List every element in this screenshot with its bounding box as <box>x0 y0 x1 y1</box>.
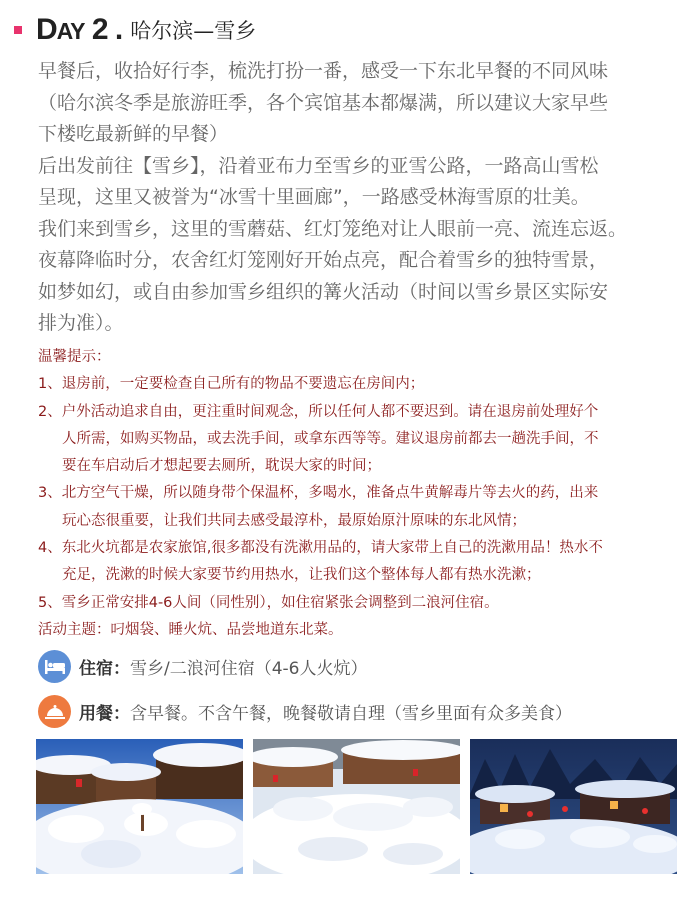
meals-row <box>38 695 572 728</box>
tip-line: 要在车启动后才想起要去厕所，耽误大家的时间； <box>62 458 381 475</box>
tip-line: 充足，洗漱的时候大家要节约用热水，让我们这个整体每人都有热水洗漱； <box>62 567 541 584</box>
description-line: 如梦如幻，或自由参加雪乡组织的篝火活动（时间以雪乡景区实际安 <box>38 280 609 303</box>
description-line: 早餐后，收拾好行李，梳洗打扮一番，感受一下东北早餐的不同风味 <box>38 60 609 82</box>
snow-night-photo <box>470 739 677 874</box>
meals-label: 用餐： <box>79 704 130 724</box>
tip-line: 5、雪乡正常安排4-6人间（同性别），如住宿紧张会调整到二浪河住宿。 <box>38 594 499 611</box>
snow-rooftops-photo <box>253 739 460 874</box>
description-line: 排为准）。 <box>38 312 124 334</box>
tip-line: 玩心态很重要，让我们共同去感受最淳朴，最原始原汁原味的东北风情； <box>62 512 526 529</box>
snow-village-photo <box>36 739 243 874</box>
tip-line: 人所需，如购买物品，或去洗手间，或拿东西等等。建议退房前都去一趟洗手间，不 <box>62 430 599 447</box>
tip-line: 4、东北火坑都是农家旅馆,很多都没有洗漱用品的，请大家带上自己的洗漱用品！热水不 <box>38 540 603 557</box>
day-header <box>14 14 256 46</box>
day-label: DAY 2 . <box>36 13 123 46</box>
bed-icon <box>38 650 71 683</box>
description-line: 后出发前往【雪乡】，沿着亚布力至雪乡的亚雪公路，一路高山雪松 <box>38 154 599 177</box>
day-description <box>38 56 678 340</box>
description-line: 呈现，这里又被誉为“冰雪十里画廊”，一路感受林海雪原的壮美。 <box>38 186 590 208</box>
tip-line: 3、北方空气干燥，所以随身带个保温杯，多喝水，准备点牛黄解毒片等去火的药，出来 <box>38 485 599 502</box>
tip-line: 2、户外活动追求自由，更注重时间观念，所以任何人都不要迟到。请在退房前处理好个 <box>38 403 599 420</box>
day-title: 哈尔滨—雪乡 <box>130 19 257 43</box>
activity-theme: 活动主题：叼烟袋、睡火炕、品尝地道东北菜。 <box>38 621 343 638</box>
food-cloche-icon <box>38 695 71 728</box>
travel-tips <box>38 344 686 644</box>
section-bullet <box>14 26 22 34</box>
tips-heading: 温馨提示： <box>38 349 111 365</box>
description-line: （哈尔滨冬季是旅游旺季，各个宾馆基本都爆满，所以建议大家早些 <box>38 91 609 114</box>
meals-value: 含早餐。不含午餐，晚餐敬请自理（雪乡里面有众多美食） <box>130 704 572 724</box>
description-line: 夜幕降临时分，农舍红灯笼刚好开始点亮，配合着雪乡的独特雪景， <box>38 249 609 271</box>
photo-strip <box>36 739 677 874</box>
description-line: 下楼吃最新鲜的早餐） <box>38 123 229 145</box>
lodging-value: 雪乡/二浪河住宿（4-6人火炕） <box>130 659 368 679</box>
tip-line: 1、退房前，一定要检查自己所有的物品不要遗忘在房间内； <box>38 376 425 393</box>
description-line: 我们来到雪乡，这里的雪蘑菇、红灯笼绝对让人眼前一亮、流连忘返。 <box>38 217 628 240</box>
lodging-label: 住宿： <box>79 659 130 679</box>
lodging-row <box>38 650 368 683</box>
